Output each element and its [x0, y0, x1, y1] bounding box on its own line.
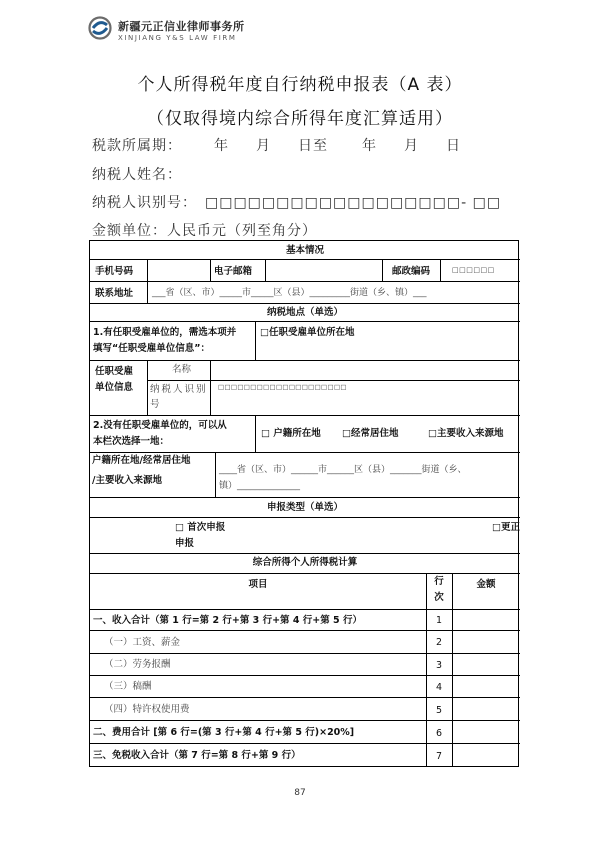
address-label: 联系地址	[95, 288, 134, 299]
place-address-label-1: 户籍所在地/经常居住地	[92, 455, 191, 466]
calc-row-label: （二）劳务报酬	[104, 659, 171, 670]
q2-text-line1: 2.没有任职受雇单位的，可以从	[93, 420, 227, 431]
habitual-residence-option[interactable]: □经常居住地	[342, 428, 399, 439]
calc-row-label: 一、收入合计（第 1 行=第 2 行+第 3 行+第 4 行+第 5 行）	[93, 615, 362, 626]
declare-type-header: 申报类型（单选）	[266, 502, 343, 513]
calc-row-number: 1	[435, 615, 443, 626]
first-declaration-option[interactable]: □ 首次申报	[175, 522, 226, 533]
taxpayer-id-label: 纳税人识别号：	[92, 195, 197, 211]
calc-row-label: 三、免税收入合计（第 7 行=第 8 行+第 9 行）	[93, 750, 301, 761]
calc-col-amount: 金额	[476, 579, 496, 590]
postcode-boxes[interactable]: □□□□□□	[452, 266, 495, 274]
calc-row-number: 6	[435, 728, 443, 739]
form-subtitle: （仅取得境内综合所得年度汇算适用）	[147, 109, 453, 129]
calc-header: 综合所得个人所得税计算	[252, 557, 358, 568]
firm-logo-icon	[88, 16, 112, 40]
employer-name-field[interactable]	[211, 361, 519, 379]
employer-taxid-label-1: 纳税人识别	[150, 384, 208, 395]
phone-label: 手机号码	[95, 266, 134, 277]
period-day-end: 日	[446, 138, 461, 154]
phone-field[interactable]	[148, 260, 209, 280]
place-address-label-2: /主要收入来源地	[92, 475, 162, 486]
calc-row-label: 二、费用合计 [第 6 行=(第 3 行+第 4 行+第 5 行)×20%]	[93, 727, 355, 738]
corrected-declaration-option[interactable]: □更正	[492, 522, 520, 533]
firm-name-cn: 新疆元正信业律师事务所	[118, 20, 245, 33]
postcode-label: 邮政编码	[392, 266, 431, 277]
q1-text-line2: 填写“任职受雇单位信息”：	[93, 343, 210, 354]
email-field[interactable]	[266, 260, 381, 280]
place-address-line1[interactable]: ____省（区、市）______市______区（县）_______街道（乡、	[219, 465, 467, 475]
employer-location-option[interactable]: □任职受雇单位所在地	[260, 327, 355, 338]
calc-row-number: 4	[435, 682, 443, 693]
calc-row-number: 2	[435, 637, 443, 648]
household-registration-option[interactable]: □ 户籍所在地	[261, 428, 321, 439]
place-address-line2[interactable]: 镇）______________	[219, 481, 301, 491]
amount-column-fields[interactable]	[453, 610, 519, 766]
page-number: 87	[294, 788, 306, 798]
taxpayer-name-label: 纳税人姓名：	[92, 167, 182, 183]
calc-row-label: （一）工资、薪金	[104, 637, 181, 648]
q2-text-line2: 本栏次选择一地：	[93, 436, 170, 447]
period-year-start: 年	[214, 138, 229, 154]
taxpayer-id-line	[92, 192, 501, 212]
tax-period-label: 税款所属期：	[92, 138, 182, 154]
period-month-end: 月	[404, 138, 419, 154]
calc-row-label: （三）稿酬	[104, 681, 152, 692]
employer-taxid-boxes[interactable]: □□□□□□□□□□□□□□□□□□□□	[218, 383, 347, 391]
main-income-source-option[interactable]: □主要收入来源地	[428, 428, 504, 439]
calc-row-number: 7	[435, 751, 443, 762]
employer-info-label-2: 单位信息	[95, 382, 134, 393]
employer-info-label-1: 任职受雇	[95, 366, 134, 377]
calc-row-number: 3	[435, 660, 443, 671]
firm-logo	[88, 16, 308, 50]
firm-name-en: XINJIANG Y&S LAW FIRM	[118, 34, 237, 42]
tax-place-header: 纳税地点（单选）	[266, 307, 343, 318]
calc-row-label: （四）特许权使用费	[104, 704, 190, 715]
period-year-end: 年	[362, 138, 377, 154]
address-field[interactable]: ___省（区、市）_____市_____区（县）_________街道（乡、镇）___	[152, 288, 427, 298]
employer-name-label: 名称	[172, 364, 192, 375]
calc-col-row-2: 次	[434, 592, 444, 603]
declaration-form	[89, 240, 519, 767]
period-month-start: 月	[256, 138, 271, 154]
period-day-start: 日至	[298, 138, 328, 154]
calc-col-row-1: 行	[434, 576, 444, 587]
calc-row-number: 5	[435, 705, 443, 716]
taxpayer-id-boxes[interactable]: □□□□□□□□□□□□□□□□□□- □□	[205, 195, 502, 211]
email-label: 电子邮箱	[214, 266, 253, 277]
employer-taxid-label-2: 号	[150, 399, 160, 410]
basic-info-header: 基本情况	[285, 245, 324, 256]
calc-col-item: 项目	[248, 579, 268, 590]
q1-text-line1: 1.有任职受雇单位的，需选本项并	[93, 327, 237, 338]
form-title: 个人所得税年度自行纳税申报表（A 表）	[137, 75, 463, 95]
currency-unit: 金额单位：人民币元（列至角分）	[92, 223, 317, 239]
first-declaration-option-cont: 申报	[175, 538, 195, 549]
